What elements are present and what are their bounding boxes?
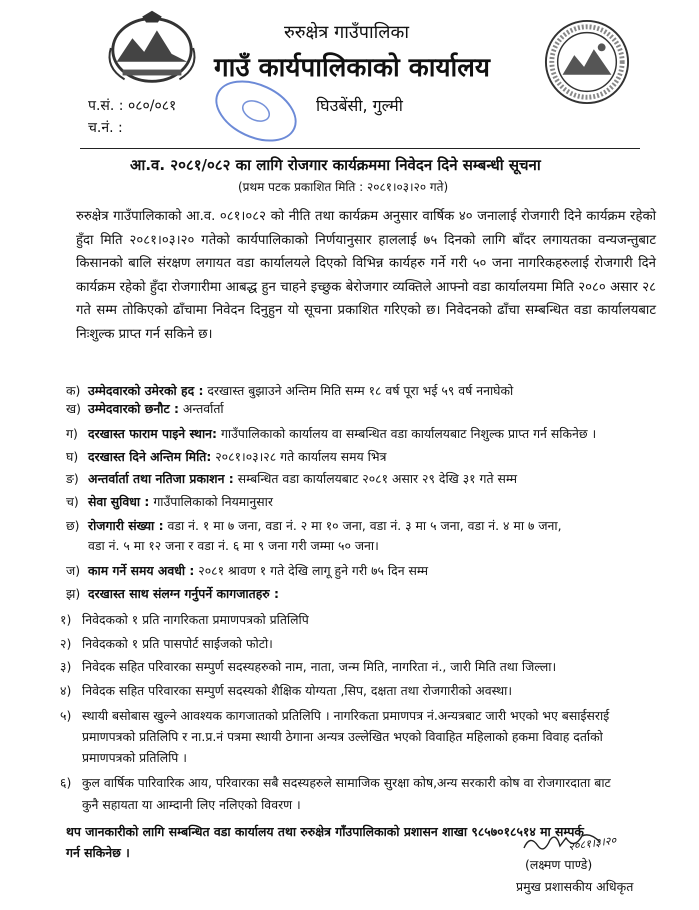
footer-contact-line: गर्न सकिनेछ । [66,845,130,860]
document-marker: २) [60,636,72,651]
list-item [66,381,656,401]
document-text: स्थायी बसोबास खुल्ने आवश्यक कागजातको प्रतिलिपि । नागरिकता प्रमाणपत्र नं.अन्यत्रबाट जारी भएको भए बसाईसराई [82,708,610,723]
signature-date: २०८१।३।२० [567,833,618,854]
office-stamp [206,76,306,146]
document-marker: ६) [60,775,72,790]
document-item [60,681,650,701]
document-marker: ५) [60,708,72,723]
item-key: दरखास्त साथ संलग्न गर्नुपर्ने कागजातहरु : [88,586,279,601]
nepal-emblem-icon [103,8,201,88]
item-marker: छ) [66,518,80,533]
document-item [60,657,650,677]
item-key: दरखास्त फाराम पाइने स्थान: [88,426,218,441]
list-item [66,424,656,444]
municipality-seal-icon [543,18,631,106]
dispatch-number-label: च.नं. : [88,120,123,136]
item-key: उम्मेदवारको छनौट : [88,401,179,416]
footer-contact-line: थप जानकारीको लागि सम्बन्धित वडा कार्यालय तथा रुरुक्षेत्र गाँउपालिकाको प्रशासन शाखा ९८५७०१८५१४ मा सम्पर्क [66,824,584,839]
municipality-name: रुरुक्षेत्र गाउँपालिका [284,22,409,43]
item-text: २०८१।०३।२८ गते कार्यालय समय भित्र [211,449,387,464]
item-text: दरखास्त बुझाउने अन्तिम मिति सम्म १८ वर्ष पूरा भई ५९ वर्ष ननाघेको [203,383,514,398]
item-marker: ख) [66,401,81,416]
item-key: उम्मेदवारको उमेरको हद : [88,383,204,398]
list-item [66,447,656,467]
list-item [66,584,656,604]
list-item [66,516,656,536]
item-key: रोजगारी संख्या : [88,518,164,533]
document-item-continuation: प्रमाणपत्रको प्रतिलिपि र ना.प्र.नं पत्रमा स्थायी ठेगाना अन्यत्र उल्लेखित भएको विवाहित महिलाको हकमा विवाह दर्ताको [82,729,603,744]
signatory-title: प्रमुख प्रशासकीय अधिकृत [516,879,634,894]
document-item [60,610,650,630]
header-divider [80,148,640,149]
item-text: २०८१ श्रावण १ गते देखि लागू हुने गरी ७५ दिन सम्म [194,563,429,578]
notice-body: रुरुक्षेत्र गाउँपालिकाको आ.व. ०८१।०८२ को नीति तथा कार्यक्रम अनुसार वार्षिक ४० जनालाई रोजगारी दिने कार्यक्रम रहेको हुँदा मिति २०८१।०३।२० गतेको कार्यपालिकाको निर्णयानुसार हाललाई ७५ दिनको लागि बाँदर लगायतका वन्यजन्तुबाट किसानको बालि संरक्षण लगायत वडा कार्यालयले दिएको विभिन्न कार्यहरु गर्ने गरी ५० जना नागरिकहरुलाई रोजगारी दिने कार्यक्रम रहेको हुँदा रोजगारीमा आबद्ध हुन चाहने इच्छुक बेरोजगार व्यक्तिले आफ्नो वडा कार्यालयमा मिति २०८० असार २८ गते सम्म तोकिएको ढाँचामा निवेदन दिनुहुन यो सूचना प्रकाशित गरिएको छ। निवेदनको ढाँचा सम्बन्धित वडा कार्यालयबाट निःशुल्क प्राप्त गर्न सकिने छ। [76,209,656,342]
list-item [66,399,656,419]
list-item [66,469,656,489]
item-marker: क) [66,383,81,398]
item-marker: ग) [66,426,78,441]
item-text: अन्तर्वार्ता [178,401,224,416]
document-marker: १) [60,612,72,627]
item-text: सम्बन्धित वडा कार्यालयबाट २०८१ असार २९ देखि ३१ गते सम्म [233,471,518,486]
item-marker: घ) [66,449,79,464]
item-text: गाउँपालिकाको कार्यालय वा सम्बन्धित वडा कार्यालयबाट निशुल्क प्राप्त गर्न सकिनेछ । [217,426,597,441]
document-text: निवेदकको १ प्रति नागरिकता प्रमाणपत्रको प्रतिलिपि [82,612,309,627]
item-key: काम गर्ने समय अवधी : [88,563,195,578]
item-marker: ज) [66,563,81,578]
item-key: सेवा सुविधा : [88,494,150,509]
item-marker: झ) [66,586,81,601]
document-item [60,706,650,726]
item-text: गाउँपालिकाको नियमानुसार [149,494,273,509]
signatory-name: (लक्ष्मण पाण्डे) [525,857,593,872]
notice-title: आ.व. २०८१/०८२ का लागि रोजगार कार्यक्रममा निवेदन दिने सम्बन्धी सूचना [130,156,541,174]
office-name: गाउँ कार्यपालिकाको कार्यालय [214,53,490,83]
document-marker: ३) [60,659,72,674]
document-item-continuation: प्रमाणपत्रको प्रतिलिपि । [82,750,187,765]
document-marker: ४) [60,683,72,698]
item-marker: ङ) [66,471,79,486]
document-text: निवेदकको १ प्रति पासपोर्ट साईजको फोटो। [82,636,273,651]
ref-number [88,96,176,115]
notice-subtitle: (प्रथम पटक प्रकाशित मिति : २०८१।०३।२० गते) [238,180,449,194]
list-item [66,561,656,581]
document-text: निवेदक सहित परिवारका सम्पुर्ण सदस्यको शैक्षिक योग्यता ,सिप, दक्षता तथा रोजगारीको अवस्था। [82,683,513,698]
ref-number-label: प.सं. : [88,98,124,114]
document-text: निवेदक सहित परिवारका सम्पुर्ण सदस्यहरुको नाम, नाता, जन्म मिति, नागरिता नं., जारी मिति तथा जिल्ला। [82,659,557,674]
office-place: घिउबेंसी, गुल्मी [316,96,403,115]
list-item [66,492,656,512]
item-key: अन्तर्वार्ता तथा नतिजा प्रकाशन : [88,471,234,486]
document-item [60,634,650,654]
item-marker: च) [66,494,79,509]
document-text: कुल वार्षिक पारिवारिक आय, परिवारका सबै सदस्यहरुले सामाजिक सुरक्षा कोष,अन्य सरकारी कोष वा रोजगारदाता बाट [82,775,611,790]
document-item [60,773,650,793]
list-item-continuation: वडा नं. ५ मा १२ जना र वडा नं. ६ मा ९ जना गरी जम्मा ५० जना। [88,538,379,553]
ref-number-value: ०८०/०८१ [127,98,177,114]
document-item-continuation: कुनै सहायता या आम्दानी लिए नलिएको विवरण । [82,797,301,812]
item-key: दरखास्त दिने अन्तिम मिति: [88,449,212,464]
item-text: वडा नं. १ मा ७ जना, वडा नं. २ मा १० जना, वडा नं. ३ मा ५ जना, वडा नं. ४ मा ७ जना, [163,518,562,533]
